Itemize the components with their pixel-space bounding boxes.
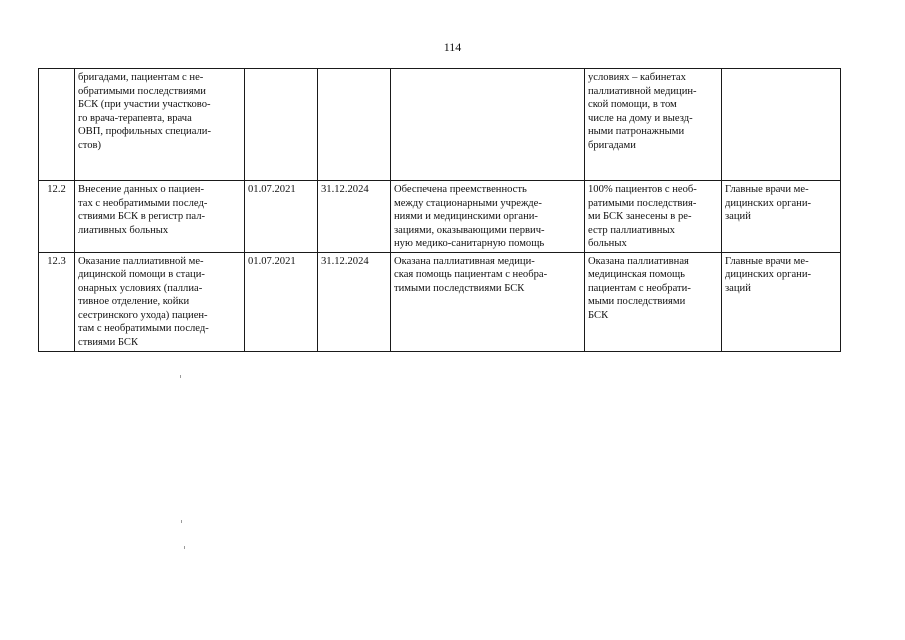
- plan-table: [38, 68, 841, 352]
- cell-text-line: мыми последствиями: [588, 296, 686, 308]
- cell-text-line: естр паллиативных: [588, 224, 675, 236]
- cell-text-line: Оказание паллиативной ме-: [78, 255, 204, 267]
- cell-text-line: ствиями БСК: [78, 337, 139, 349]
- cell-text-line: БСК: [588, 309, 609, 321]
- cell-result: [391, 69, 585, 181]
- cell-text-line: Внесение данных о пациен-: [78, 184, 204, 195]
- table-row: [39, 181, 841, 253]
- cell-text-line: Обеспечена преемственность: [394, 184, 527, 195]
- cell-text-line: ми БСК занесены в ре-: [588, 211, 692, 223]
- cell-measure: [75, 181, 245, 253]
- cell-number: [39, 69, 75, 181]
- cell-text-line: ствиями БСК в регистр пал-: [78, 211, 206, 223]
- cell-text-line: ской помощи, в том: [588, 99, 677, 111]
- cell-text-line: числе на дому и выезд-: [588, 112, 693, 124]
- cell-text-line: Оказана паллиативная медици-: [394, 255, 535, 267]
- cell-number: 12.2: [39, 181, 75, 253]
- cell-indicator: [585, 252, 722, 351]
- cell-text-line: заций: [725, 282, 751, 294]
- cell-text-line: бригадами, пациентам с не-: [78, 72, 204, 83]
- cell-start-date: 01.07.2021: [245, 181, 318, 253]
- cell-text-line: дицинских органи-: [725, 197, 812, 209]
- cell-text-line: лиативных больных: [78, 224, 169, 236]
- page-number: 114: [443, 40, 462, 54]
- cell-text-line: дицинской помощи в стаци-: [78, 269, 205, 281]
- cell-text-line: сестринского ухода) пациен-: [78, 309, 208, 321]
- cell-text-line: Оказана паллиативная: [588, 255, 689, 267]
- cell-text-line: медицинская помощь: [588, 269, 685, 281]
- cell-text-line: зациями, оказывающими первич-: [394, 224, 545, 236]
- cell-text-line: ратимыми последствия-: [588, 197, 697, 209]
- scan-speck: [181, 520, 182, 523]
- cell-text-line: условиях – кабинетах: [588, 72, 686, 83]
- cell-text-line: Главные врачи ме-: [725, 184, 809, 195]
- cell-text-line: пациентам с необрати-: [588, 282, 691, 294]
- scan-speck: [184, 546, 185, 549]
- cell-end-date: [318, 69, 391, 181]
- cell-text-line: Главные врачи ме-: [725, 255, 809, 267]
- cell-text-line: дицинских органи-: [725, 269, 812, 281]
- cell-end-date: 31.12.2024: [318, 181, 391, 253]
- cell-measure: [75, 252, 245, 351]
- cell-indicator: [585, 181, 722, 253]
- cell-text-line: 100% пациентов с необ-: [588, 184, 697, 195]
- cell-text-line: паллиативной медицин-: [588, 85, 697, 97]
- cell-text-line: между стационарными учрежде-: [394, 197, 542, 209]
- cell-text-line: заций: [725, 211, 751, 223]
- cell-text-line: тах с необратимыми послед-: [78, 197, 208, 209]
- cell-text-line: тимыми последствиями БСК: [394, 282, 525, 294]
- cell-text-line: ными патронажными: [588, 126, 685, 138]
- cell-text-line: онарных условиях (паллиа-: [78, 282, 203, 294]
- cell-text-line: там с необратимыми послед-: [78, 323, 209, 335]
- cell-result: [391, 181, 585, 253]
- cell-text-line: больных: [588, 238, 627, 250]
- cell-responsible: [722, 252, 841, 351]
- cell-text-line: ская помощь пациентам с необра-: [394, 269, 548, 281]
- cell-text-line: стов): [78, 139, 102, 151]
- cell-text-line: ную медико-санитарную помощь: [394, 238, 545, 250]
- cell-text-line: ОВП, профильных специали-: [78, 126, 212, 138]
- cell-start-date: [245, 69, 318, 181]
- cell-indicator: [585, 69, 722, 181]
- cell-text-line: обратимыми последствиями: [78, 85, 206, 97]
- cell-text-line: БСК (при участии участково-: [78, 99, 211, 111]
- table-row: [39, 69, 841, 181]
- cell-text-line: бригадами: [588, 139, 636, 151]
- table-row: [39, 252, 841, 351]
- cell-text-line: го врача-терапевта, врача: [78, 112, 192, 124]
- scan-speck: [180, 375, 181, 378]
- cell-start-date: 01.07.2021: [245, 252, 318, 351]
- cell-text-line: ниями и медицинскими органи-: [394, 211, 538, 223]
- cell-end-date: 31.12.2024: [318, 252, 391, 351]
- cell-responsible: [722, 181, 841, 253]
- cell-result: [391, 252, 585, 351]
- cell-measure: [75, 69, 245, 181]
- cell-responsible: [722, 69, 841, 181]
- cell-text-line: тивное отделение, койки: [78, 296, 190, 308]
- cell-number: 12.3: [39, 252, 75, 351]
